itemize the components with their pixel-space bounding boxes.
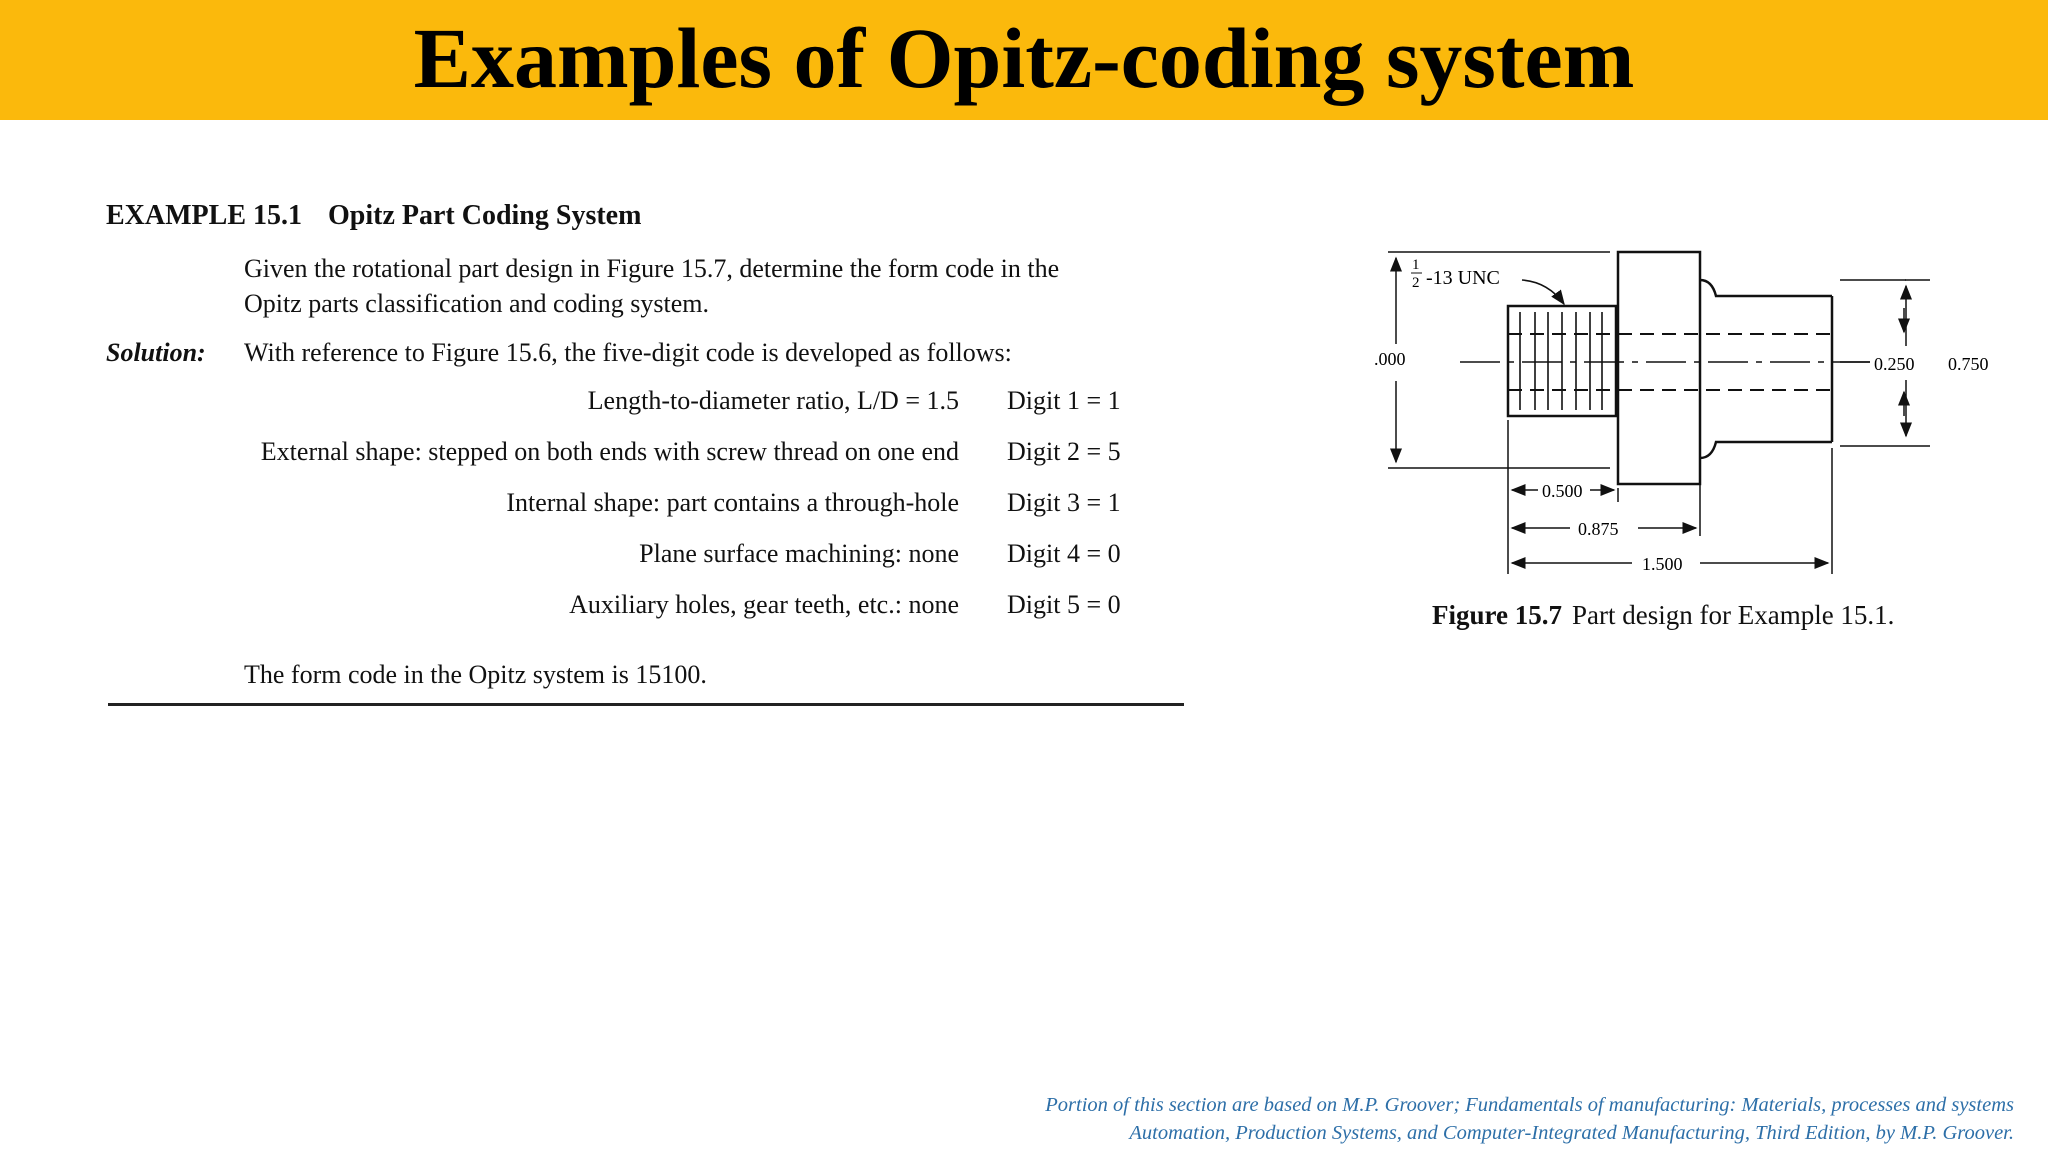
- example-heading: [106, 200, 641, 232]
- problem-line-1: Given the rotational part design in Figure 15.7, determine the form code in the: [244, 254, 1060, 283]
- solution-intro: With reference to Figure 15.6, the five-digit code is developed as follows:: [244, 338, 1012, 367]
- row-desc-4: Plane surface machining: none: [639, 539, 959, 568]
- example-name: Opitz Part Coding System: [328, 200, 642, 231]
- example-number: EXAMPLE 15.1: [106, 200, 302, 231]
- problem-line-2: Opitz parts classification and coding system.: [244, 289, 710, 318]
- slide-title: Examples of Opitz-coding system: [413, 10, 1635, 106]
- source-footer: [1045, 1091, 2014, 1147]
- small-step-bottom: [1700, 442, 1832, 458]
- fraction-den: 2: [1412, 275, 1420, 291]
- row-digit-1: Digit 1 = 1: [1007, 386, 1121, 415]
- row-desc-5: Auxiliary holes, gear teeth, etc.: none: [569, 590, 959, 619]
- row-digit-5: Digit 5 = 0: [1007, 590, 1121, 619]
- dim-shoulder: 0.875: [1578, 519, 1619, 539]
- divider-rule: [108, 703, 1184, 706]
- row-desc-1: Length-to-diameter ratio, L/D = 1.5: [587, 386, 959, 415]
- row-desc-2: External shape: stepped on both ends with screw thread on one end: [260, 437, 959, 466]
- part-drawing: [1370, 236, 2010, 586]
- row-digit-3: Digit 3 = 1: [1007, 488, 1121, 517]
- dim-hole: 0.250: [1874, 354, 1915, 374]
- footer-line-1: Portion of this section are based on M.P. Groover; Fundamentals of manufacturing: Materials, processes and systems: [1045, 1094, 2014, 1116]
- shoulder-section: [1618, 252, 1700, 484]
- dim-thread-len: 0.500: [1542, 481, 1583, 501]
- footer-line-2: Automation, Production Systems, and Computer-Integrated Manufacturing, Third Edition, by M.P. Groover.: [1129, 1122, 2014, 1144]
- row-digit-4: Digit 4 = 0: [1007, 539, 1121, 568]
- figure-caption-text: Part design for Example 15.1.: [1572, 600, 1895, 630]
- dim-small-dia: 0.750: [1948, 354, 1989, 374]
- dim-length: 1.500: [1642, 554, 1683, 574]
- thread-label: -13 UNC: [1426, 267, 1500, 289]
- fraction-num: 1: [1412, 257, 1420, 273]
- row-desc-3: Internal shape: part contains a through-hole: [506, 488, 959, 517]
- figure-caption-label: Figure 15.7: [1432, 600, 1562, 630]
- row-digit-2: Digit 2 = 5: [1007, 437, 1121, 466]
- solution-label: Solution:: [106, 338, 206, 367]
- figure-caption: [1432, 600, 1894, 631]
- dim-overall-dia: .000: [1374, 349, 1406, 369]
- small-step-top: [1700, 280, 1832, 296]
- conclusion: The form code in the Opitz system is 15100.: [244, 660, 707, 689]
